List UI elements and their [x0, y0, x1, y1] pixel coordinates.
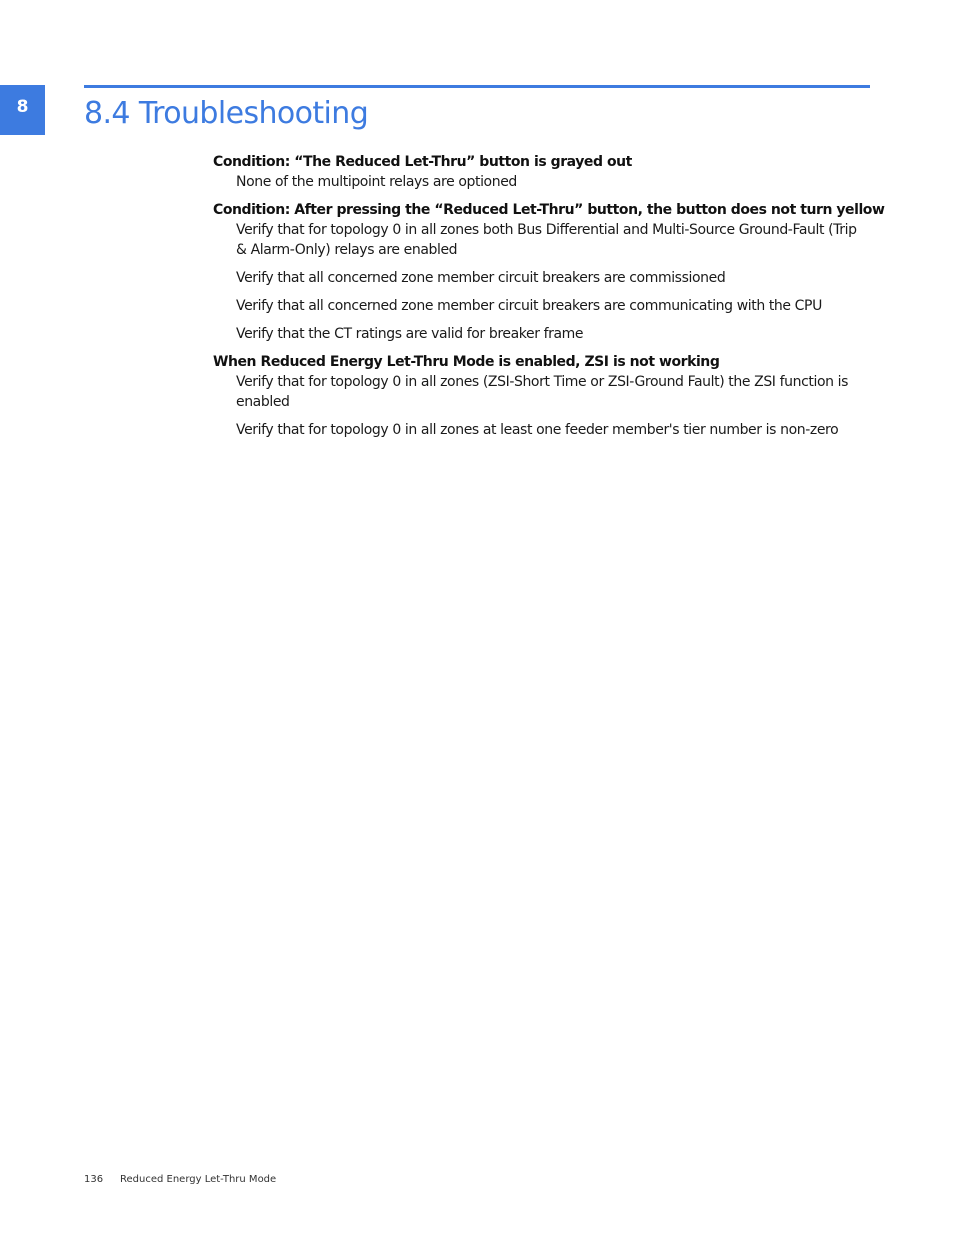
troubleshooting-content: [213, 152, 885, 448]
condition-item: Verify that for topology 0 in all zones (ZSI-Short Time or ZSI-Ground Fault) the ZSI function is enabled: [236, 374, 849, 410]
page-footer: [84, 1174, 276, 1185]
condition-heading: When Reduced Energy Let-Thru Mode is enabled, ZSI is not working: [213, 354, 720, 370]
condition-item: Verify that for topology 0 in all zones at least one feeder member's tier number is non-zero: [236, 422, 839, 438]
condition-item: None of the multipoint relays are optioned: [236, 174, 517, 190]
condition-item: Verify that all concerned zone member circuit breakers are communicating with the CPU: [236, 298, 822, 314]
running-title: Reduced Energy Let-Thru Mode: [120, 1174, 277, 1185]
condition-block: [213, 352, 868, 440]
header-rule: [84, 85, 870, 88]
condition-heading: Condition: “The Reduced Let-Thru” button is grayed out: [213, 154, 632, 170]
condition-item: Verify that all concerned zone member circuit breakers are commissioned: [236, 270, 726, 286]
condition-heading: Condition: After pressing the “Reduced Let-Thru” button, the button does not turn yellow: [213, 202, 885, 218]
section-title: 8.4 Troubleshooting: [84, 96, 369, 131]
condition-block: [213, 152, 868, 192]
page-number: 136: [84, 1174, 104, 1185]
chapter-tab: 8: [0, 85, 45, 135]
condition-item: Verify that for topology 0 in all zones both Bus Differential and Multi-Source Ground-Fault (Trip & Alarm-Only) relays are enabled: [236, 222, 857, 258]
condition-block: [213, 200, 885, 344]
condition-item: Verify that the CT ratings are valid for breaker frame: [236, 326, 584, 342]
